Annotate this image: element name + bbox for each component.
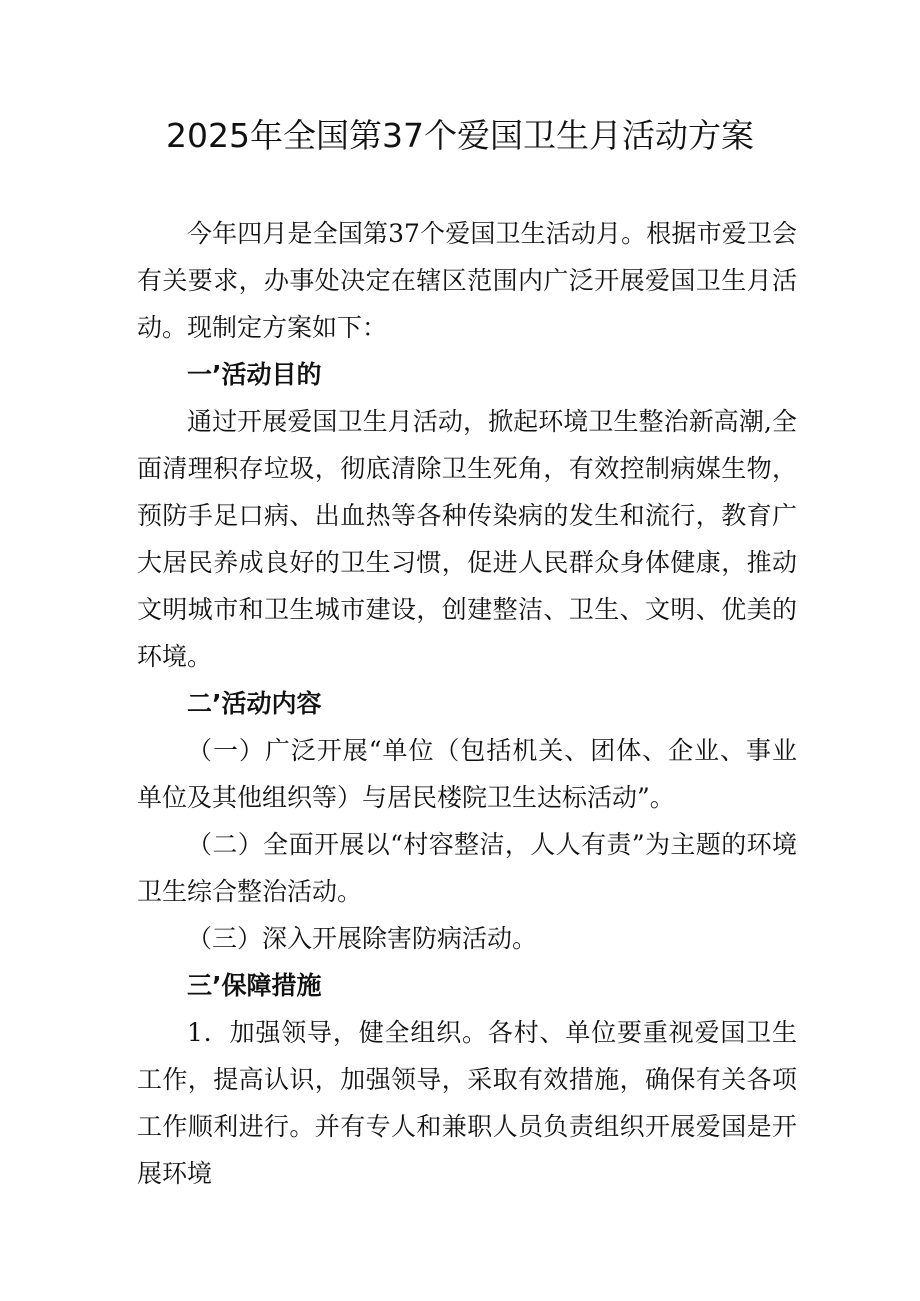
content-item-2: （二）全面开展以“村容整洁，人人有责”为主题的环境卫生综合整治活动。 [137, 830, 797, 906]
section-heading-content: 二’活动内容 [187, 689, 322, 718]
content-item-1: （一）广泛开展“单位（包括机关、团体、企业、事业单位及其他组织等）与居民楼院卫生达标活动”。 [137, 736, 797, 812]
purpose-paragraph: 通过开展爱国卫生月活动，掀起环境卫生整治新高潮,全面清理积存垃圾，彻底清除卫生死角，有效控制病媒生物，预防手足口病、出血热等各种传染病的发生和流行，教育广大居民养成良好的卫生习惯，促进人民群众身体健康，推动文明城市和卫生城市建设，创建整洁、卫生、文明、优美的环境。 [137, 407, 797, 671]
section-heading-measures: 三’保障措施 [187, 971, 322, 1000]
content-item-3: （三）深入开展除害防病活动。 [187, 924, 538, 953]
intro-paragraph: 今年四月是全国第37个爱国卫生活动月。根据市爱卫会有关要求，办事处决定在辖区范围内广泛开展爱国卫生月活动。现制定方案如下： [137, 219, 797, 342]
document-body [137, 210, 797, 1197]
measures-item-1: 1．加强领导，健全组织。各村、单位要重视爱国卫生工作，提高认识，加强领导，采取有效措施，确保有关各项工作顺利进行。并有专人和兼职人员负责组织开展爱国是开展环境 [137, 1018, 797, 1188]
section-heading-purpose: 一’活动目的 [187, 360, 322, 389]
document-title: 2025年全国第37个爱国卫生月活动方案 [166, 116, 754, 155]
